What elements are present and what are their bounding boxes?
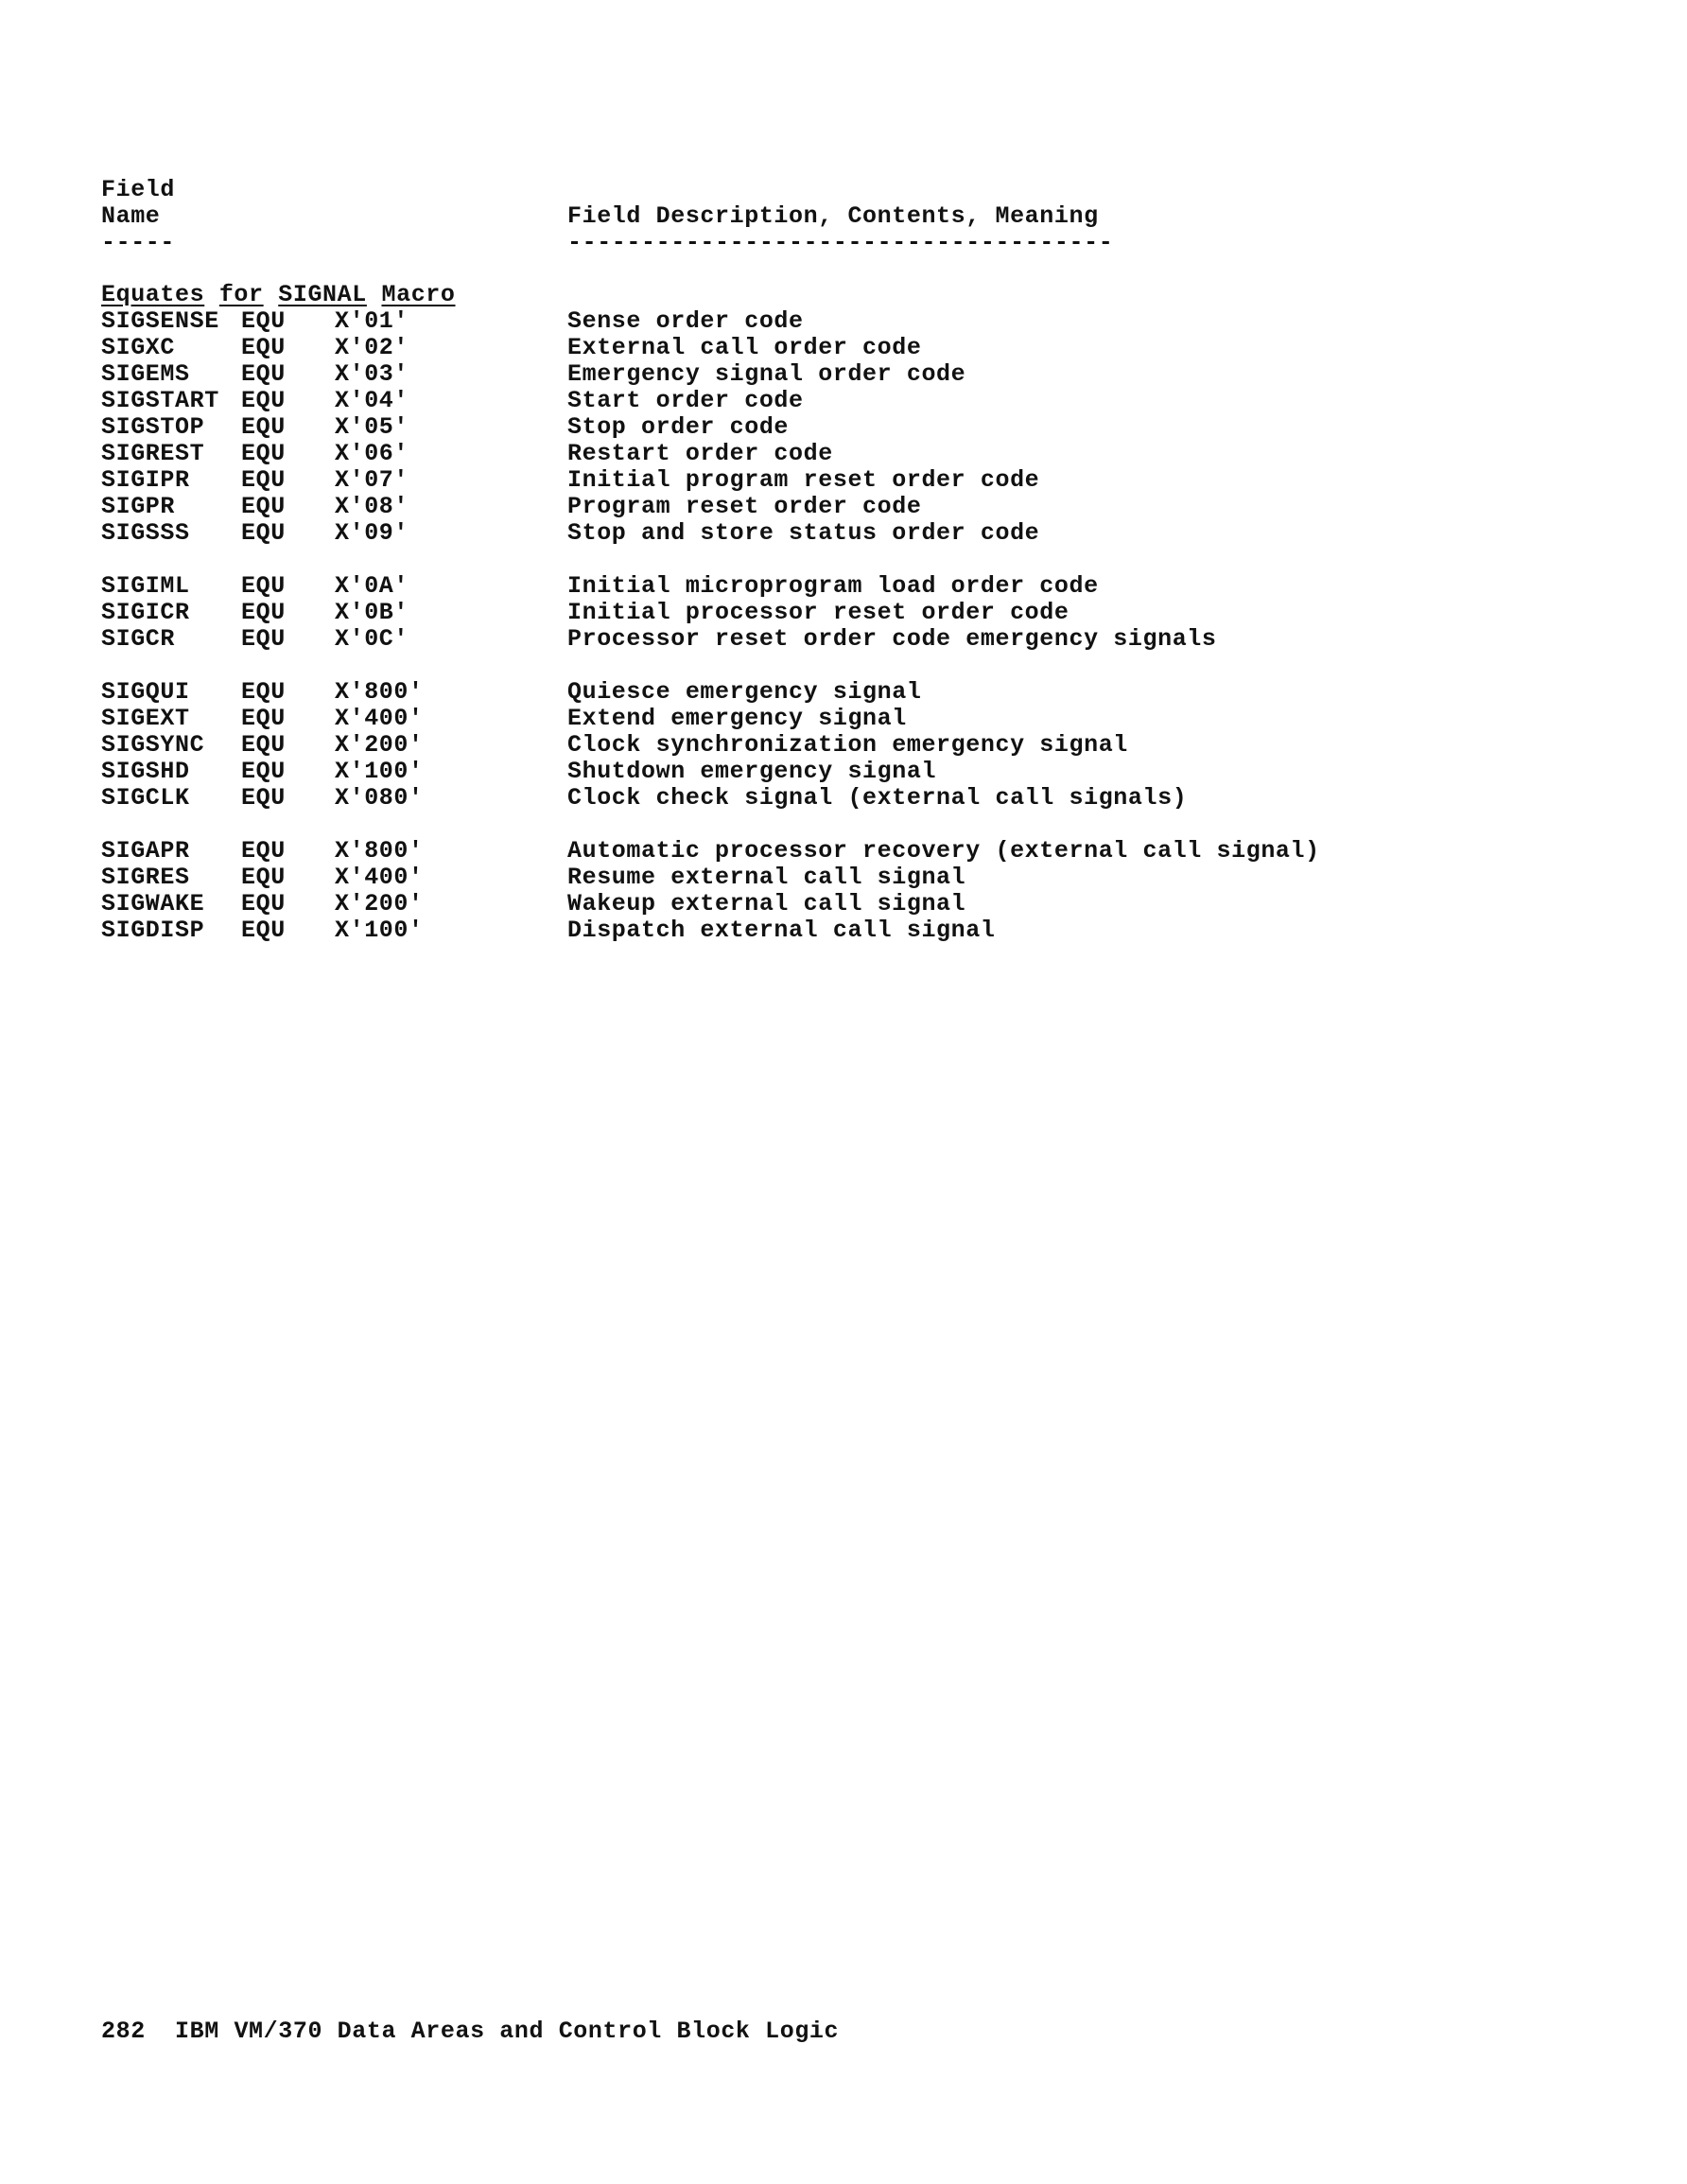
field-description: Initial processor reset order code [567,599,1070,626]
field-value: X'03' [335,360,409,388]
field-description: Wakeup external call signal [567,890,966,917]
field-operator: EQU [241,837,286,865]
field-description: Processor reset order code emergency signals [567,625,1217,653]
field-operator: EQU [241,360,286,388]
field-operator: EQU [241,758,286,785]
field-value: X'02' [335,334,409,361]
field-value: X'0A' [335,572,409,600]
field-value: X'07' [335,466,409,494]
field-description: Program reset order code [567,493,922,520]
field-description: Resume external call signal [567,864,966,891]
description-header: Field Description, Contents, Meaning [567,202,1099,230]
field-operator: EQU [241,917,286,944]
field-value: X'400' [335,864,424,891]
field-operator: EQU [241,493,286,520]
page-number: 282 [101,2018,146,2045]
field-name: SIGAPR [101,837,190,865]
field-name: SIGCR [101,625,176,653]
field-name: SIGSSS [101,519,190,547]
field-description: Stop order code [567,413,790,441]
field-name: SIGIPR [101,466,190,494]
field-description: Quiesce emergency signal [567,678,922,706]
field-description: Start order code [567,387,804,414]
field-value: X'080' [335,784,424,812]
field-value: X'09' [335,519,409,547]
field-description: Initial program reset order code [567,466,1040,494]
field-operator: EQU [241,625,286,653]
field-name: SIGREST [101,440,205,467]
field-operator: EQU [241,705,286,732]
field-value: X'0B' [335,599,409,626]
section-title-word-3: SIGNAL [278,281,367,308]
field-description: Clock check signal (external call signals) [567,784,1188,812]
field-value: X'08' [335,493,409,520]
field-description: Initial microprogram load order code [567,572,1099,600]
section-title-word-2: for [218,281,264,308]
section-title [101,282,456,308]
description-header-rule: ------------------------------------- [567,229,1114,256]
name-label: Name [101,202,161,230]
field-description: External call order code [567,334,922,361]
field-operator: EQU [241,731,286,759]
field-operator: EQU [241,387,286,414]
field-name: SIGSTART [101,387,219,414]
field-name: SIGSENSE [101,307,219,335]
field-description: Shutdown emergency signal [567,758,937,785]
field-description: Sense order code [567,307,804,335]
field-name: SIGICR [101,599,190,626]
section-title-word-1: Equates [101,281,205,308]
field-name: SIGSTOP [101,413,205,441]
field-name: SIGIML [101,572,190,600]
field-description: Extend emergency signal [567,705,907,732]
field-operator: EQU [241,599,286,626]
field-description: Dispatch external call signal [567,917,996,944]
field-label: Field [101,176,176,203]
field-operator: EQU [241,466,286,494]
field-operator: EQU [241,440,286,467]
field-value: X'800' [335,678,424,706]
field-description: Stop and store status order code [567,519,1040,547]
field-value: X'200' [335,731,424,759]
field-name: SIGEMS [101,360,190,388]
field-description: Automatic processor recovery (external call signal) [567,837,1320,865]
footer-title: IBM VM/370 Data Areas and Control Block Logic [175,2018,840,2045]
field-name: SIGXC [101,334,176,361]
field-description: Emergency signal order code [567,360,966,388]
field-value: X'200' [335,890,424,917]
field-value: X'800' [335,837,424,865]
field-operator: EQU [241,784,286,812]
field-value: X'0C' [335,625,409,653]
field-operator: EQU [241,307,286,335]
field-description: Restart order code [567,440,833,467]
field-name: SIGDISP [101,917,205,944]
field-value: X'06' [335,440,409,467]
field-operator: EQU [241,678,286,706]
field-description: Clock synchronization emergency signal [567,731,1128,759]
field-name: SIGWAKE [101,890,205,917]
field-value: X'04' [335,387,409,414]
field-name: SIGQUI [101,678,190,706]
field-name: SIGSYNC [101,731,205,759]
field-operator: EQU [241,890,286,917]
field-name: SIGSHD [101,758,190,785]
name-header-rule: ----- [101,229,176,256]
field-name: SIGRES [101,864,190,891]
section-title-word-4: Macro [381,281,456,308]
field-name: SIGPR [101,493,176,520]
field-value: X'400' [335,705,424,732]
field-operator: EQU [241,413,286,441]
field-value: X'100' [335,758,424,785]
page-footer [101,2018,839,2045]
field-value: X'100' [335,917,424,944]
field-value: X'05' [335,413,409,441]
field-name: SIGEXT [101,705,190,732]
field-operator: EQU [241,572,286,600]
field-operator: EQU [241,519,286,547]
field-operator: EQU [241,864,286,891]
field-name: SIGCLK [101,784,190,812]
field-value: X'01' [335,307,409,335]
field-operator: EQU [241,334,286,361]
